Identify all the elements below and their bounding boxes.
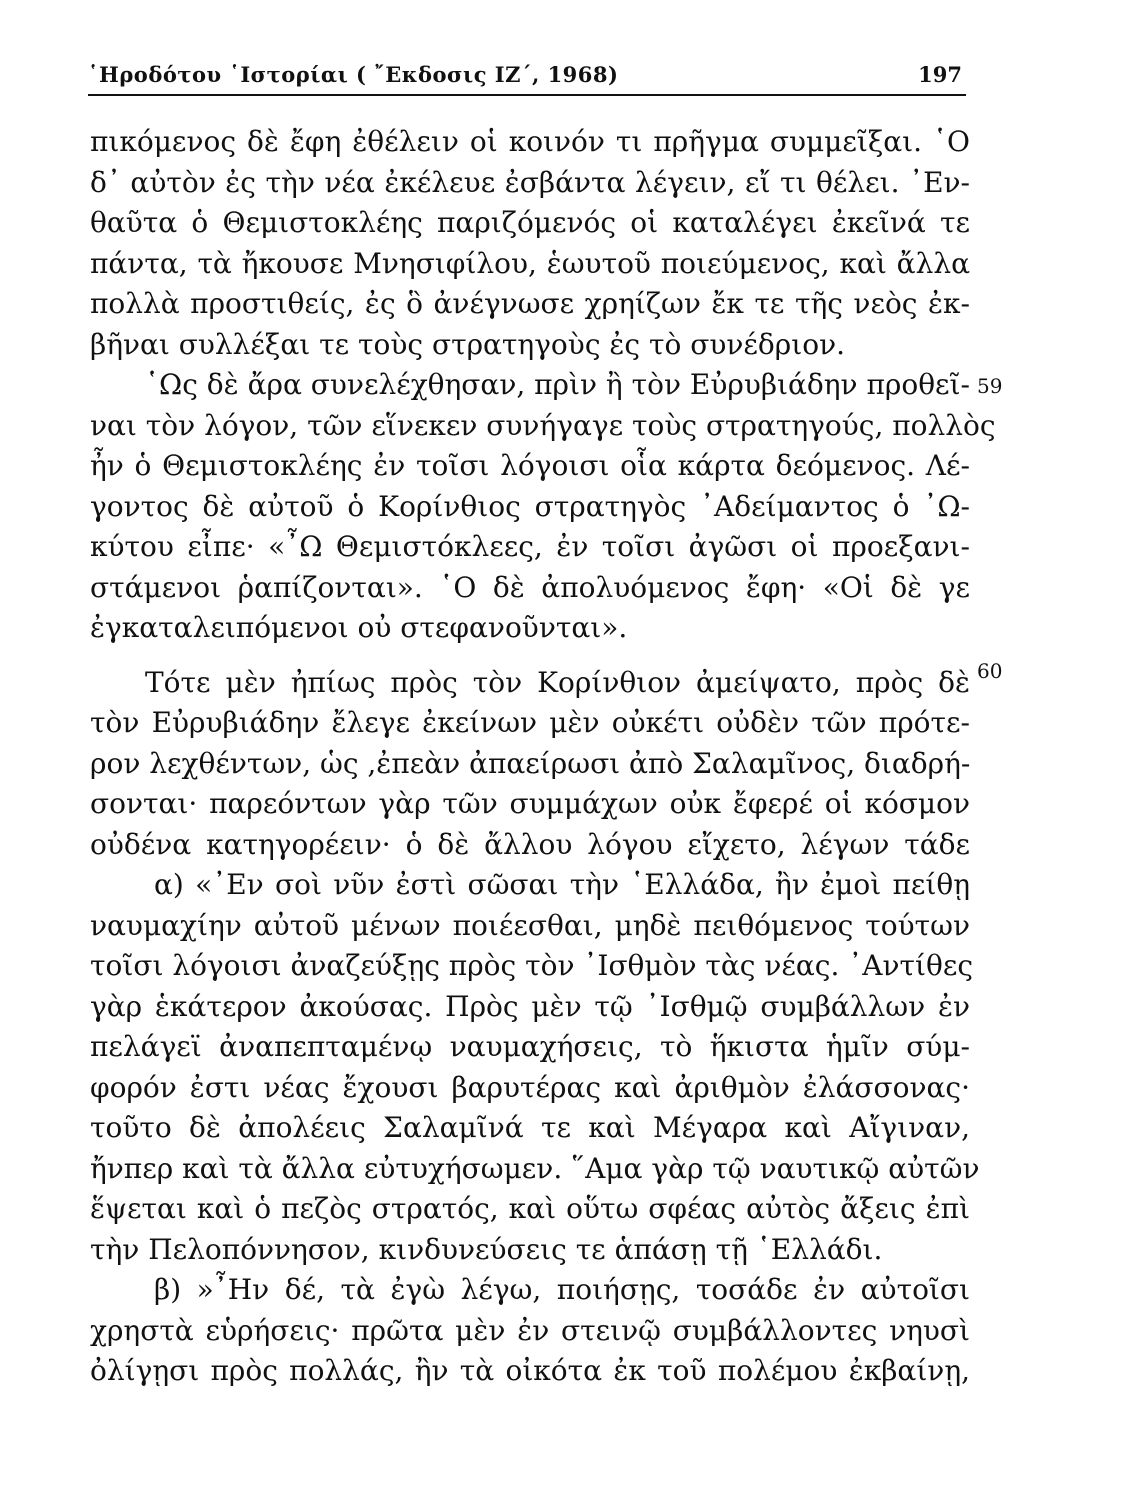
text-line: γοντος δὲ αὐτοῦ ὁ Κορίνθιος στρατηγὸς ᾽Αδείμαντος ὁ ᾽Ω- [90,489,970,523]
text-line: ρον λεχθέντων, ὡς ,ἐπεὰν ἀπαείρωσι ἀπὸ Σαλαμῖνος, διαδρή- [90,746,971,780]
text-line: θαῦτα ὁ Θεμιστοκλέης παριζόμενός οἱ καταλέγει ἐκεῖνά τε [90,206,970,239]
page-number: 197 [918,62,962,87]
text-line: δ᾽ αὐτὸν ἐς τὴν νέα ἐκέλευε ἐσβάντα λέγειν, εἴ τι θέλει. ᾽Εν- [90,165,970,199]
text-line: πάντα, τὰ ἤκουσε Μνησιφίλου, ἑωυτοῦ ποιεύμενος, καὶ ἄλλα [90,246,970,280]
text-line: τοῖσι λόγοισι ἀναζεύξῃς πρὸς τὸν ᾽Ισθμὸν τὰς νέας. ᾽Αντίθες [90,949,974,982]
text-line: χρηστὰ εὑρήσεις· πρῶτα μὲν ἐν στεινῷ συμβάλλοντες νηυσὶ [90,1313,970,1347]
text-line: ἐγκαταλειπόμενοι οὐ στεφανοῦνται». [90,611,628,644]
text-line: ἕψεται καὶ ὁ πεζὸς στρατός, καὶ οὕτω σφέας αὐτὸς ἄξεις ἐπὶ [90,1192,970,1225]
text-line: σονται· παρεόντων γὰρ τῶν συμμάχων οὐκ ἔφερέ οἱ κόσμον [90,787,970,820]
text-line: πολλὰ προστιθείς, ἐς ὃ ἀνέγνωσε χρηίζων ἔκ τε τῆς νεὸς ἐκ- [90,287,970,320]
margin-chapter-59: 59 [977,374,1003,398]
book-title: ῾Ηροδότου ῾Ιστορίαι ( ῎Εκδοσις ΙΖ΄, 1968) [88,62,619,87]
text-line: β) »῏Ην δέ, τὰ ἐγὼ λέγω, ποιήσῃς, τοσάδε ἐν αὐτοῖσι [154,1273,970,1306]
text-line: κύτου εἶπε· «῏Ω Θεμιστόκλεες, ἐν τοῖσι ἀγῶσι οἱ προεξανι- [90,530,970,563]
margin-chapter-60: 60 [977,659,1003,683]
text-line: ναυμαχίην αὐτοῦ μένων ποιέεσθαι, μηδὲ πειθόμενος τούτων [90,908,970,942]
text-line: α) «᾽Εν σοὶ νῦν ἐστὶ σῶσαι τὴν ῾Ελλάδα, ἢν ἐμοὶ πείθῃ [154,868,970,901]
text-line: Τότε μὲν ἠπίως πρὸς τὸν Κορίνθιον ἀμείψατο, πρὸς δὲ [145,665,970,699]
text-line: φορόν ἐστι νέας ἔχουσι βαρυτέρας καὶ ἀριθμὸν ἐλάσσονας· [90,1070,970,1104]
text-line: πικόμενος δὲ ἔφη ἐθέλειν οἱ κοινόν τι πρῆγμα συμμεῖξαι. ῾Ο [90,125,970,158]
text-line: ἦν ὁ Θεμιστοκλέης ἐν τοῖσι λόγοισι οἷα κάρτα δεόμενος. Λέ- [90,449,970,482]
text-line: ῾Ως δὲ ἄρα συνελέχθησαν, πρὶν ἢ τὸν Εὐρυβιάδην προθεῖ- [145,368,970,401]
paragraph-gap [90,649,970,663]
running-head [88,58,966,96]
text-line: γὰρ ἑκάτερον ἀκούσας. Πρὸς μὲν τῷ ᾽Ισθμῷ συμβάλλων ἐν [90,989,970,1023]
text-line: πελάγεϊ ἀναπεπταμένῳ ναυμαχήσεις, τὸ ἥκιστα ἡμῖν σύμ- [90,1030,970,1063]
text-line: τὴν Πελοπόννησον, κινδυνεύσεις τε ἁπάσῃ τῇ ῾Ελλάδι. [90,1232,883,1266]
text-line: ναι τὸν λόγον, τῶν εἵνεκεν συνήγαγε τοὺς στρατηγούς, πολλὸς [90,408,996,442]
text-line: ὀλίγῃσι πρὸς πολλάς, ἢν τὰ οἰκότα ἐκ τοῦ πολέμου ἐκβαίνῃ, [90,1354,970,1387]
text-line: οὐδένα κατηγορέειν· ὁ δὲ ἄλλου λόγου εἴχετο, λέγων τάδε [90,827,970,861]
text-line: τοῦτο δὲ ἀπολέεις Σαλαμῖνά τε καὶ Μέγαρα καὶ Αἴγιναν, [90,1111,970,1144]
text-line: ἤνπερ καὶ τὰ ἄλλα εὐτυχήσωμεν. ῞Αμα γὰρ τῷ ναυτικῷ αὐτῶν [90,1151,980,1185]
text-line: τὸν Εὐρυβιάδην ἔλεγε ἐκείνων μὲν οὐκέτι οὐδὲν τῶν πρότε- [90,706,970,739]
text-line: στάμενοι ῥαπίζονται». ῾Ο δὲ ἀπολυόμενος ἔφη· «Οἱ δὲ γε [90,570,970,604]
text-line: βῆναι συλλέξαι τε τοὺς στρατηγοὺς ἐς τὸ συνέδριον. [90,327,845,361]
